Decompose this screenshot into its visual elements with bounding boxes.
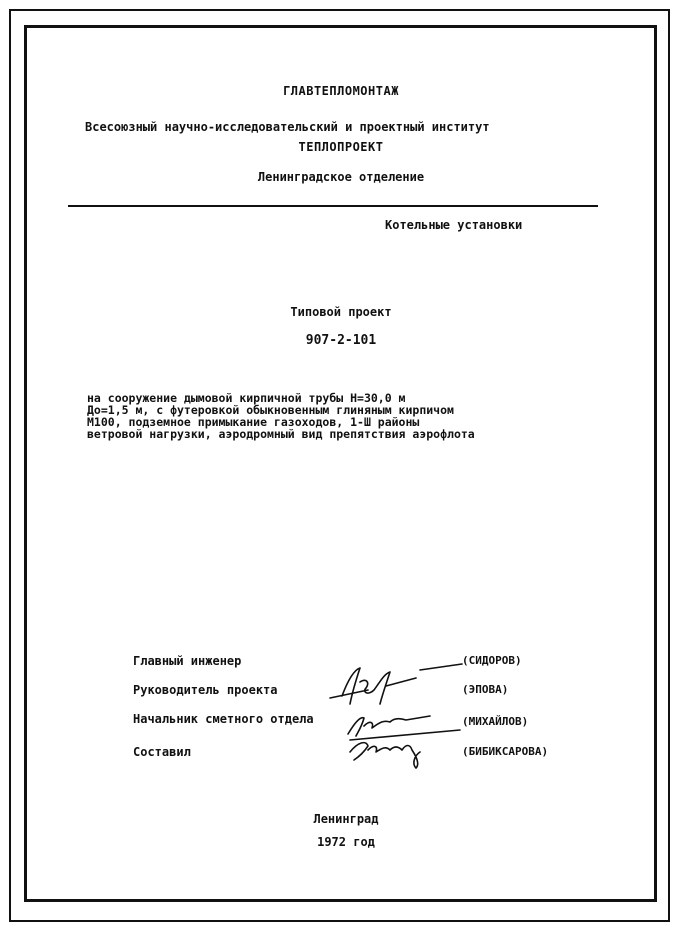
signature-role-estimate-head: Начальник сметного отдела bbox=[133, 712, 314, 726]
city: Ленинград bbox=[313, 812, 379, 826]
year: 1972 год bbox=[317, 835, 375, 849]
section-label: Котельные установки bbox=[385, 218, 523, 232]
project-type-label: Типовой проект bbox=[290, 305, 392, 319]
description-line: ветровой нагрузки, аэродромный вид препятствия аэрофлота bbox=[87, 427, 475, 441]
description-line: на сооружение дымовой кирпичной трубы Н=30,0 м bbox=[87, 391, 406, 405]
header-divider bbox=[68, 205, 598, 207]
description-line: М100, подземное примыкание газоходов, 1-Ш районы bbox=[87, 415, 420, 429]
signature-name-chief-engineer: (СИДОРОВ) bbox=[462, 654, 522, 667]
signature-name-compiler: (БИБИКСАРОВА) bbox=[462, 745, 549, 758]
institute-short-name: ТЕПЛОПРОЕКТ bbox=[298, 140, 384, 154]
institute-name: Всесоюзный научно-исследовательский и проектный институт bbox=[85, 120, 490, 134]
project-description bbox=[87, 392, 475, 440]
signature-role-project-manager: Руководитель проекта bbox=[133, 683, 278, 697]
signature-name-project-manager: (ЭПОВА) bbox=[462, 683, 509, 696]
signature-role-chief-engineer: Главный инженер bbox=[133, 654, 242, 668]
project-number: 907-2-101 bbox=[305, 333, 377, 348]
signature-role-compiler: Составил bbox=[133, 745, 191, 759]
signature-name-estimate-head: (МИХАЙЛОВ) bbox=[462, 715, 529, 728]
description-line: До=1,5 м, с футеровкой обыкновенным глиняным кирпичом bbox=[87, 403, 454, 417]
branch-name: Ленинградское отделение bbox=[257, 170, 425, 184]
organization-title: ГЛАВТЕПЛОМОНТАЖ bbox=[283, 84, 399, 98]
handwritten-signatures bbox=[320, 660, 480, 772]
